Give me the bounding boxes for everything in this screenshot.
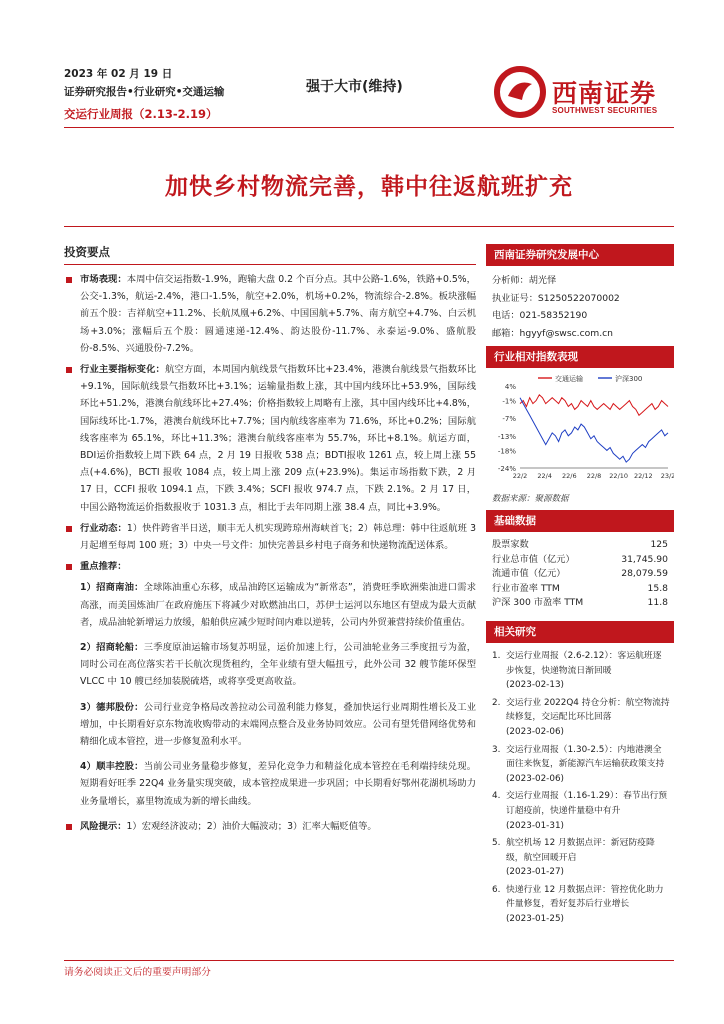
y-tick-label: -24% <box>497 465 516 473</box>
chart-lines <box>520 395 668 462</box>
related-date: (2023-02-06) <box>506 773 564 784</box>
bullet-square-icon <box>66 367 72 373</box>
company-logo <box>492 62 672 122</box>
stats-row <box>486 538 674 553</box>
x-tick-label: 22/6 <box>562 472 577 480</box>
stats-table <box>486 532 674 617</box>
related-num: 4. <box>492 791 501 802</box>
indicators-paragraph <box>64 361 476 516</box>
stats-label: 沪深 300 市盈率 TTM <box>492 597 584 609</box>
recommend-item-text: 公司行业竞争格局改善拉动公司盈利能力修复，叠加快运行业周期性增长及工业增加，中长期看好京东物流收购带动的末端网点整合及业务协同效应。公司有望凭借网络优势和精细化成本管控，进一步修复盈利水平。 <box>80 701 476 748</box>
related-text: 航空机场 12 月数据点评：新冠防疫降级，航空回暖开启 <box>506 838 655 863</box>
stats-row <box>486 596 674 611</box>
related-date: (2023-02-06) <box>506 726 564 737</box>
footer-divider <box>64 960 674 961</box>
chart-legend <box>538 374 642 383</box>
recommend-item <box>64 758 476 810</box>
chart-source: 数据来源：聚源数据 <box>492 494 569 504</box>
related-item[interactable] <box>492 743 670 787</box>
report-date: 2023 年 02 月 19 日 <box>64 68 173 80</box>
related-research-list <box>486 643 674 927</box>
report-weekly-label: 交运行业周报（2.13-2.19） <box>64 107 218 121</box>
legend-label: 沪深300 <box>615 375 643 383</box>
market-performance-paragraph <box>64 271 476 357</box>
footer-disclaimer[interactable]: 请务必阅读正文后的重要声明部分 <box>64 967 211 978</box>
chart-box-title: 行业相对指数表现 <box>486 346 674 368</box>
paragraph-label: 行业主要指标变化： <box>80 364 165 376</box>
x-tick-label: 22/2 <box>512 472 528 480</box>
chart-axes <box>498 383 674 480</box>
analyst-box-title: 西南证券研究发展中心 <box>486 244 674 266</box>
related-date: (2023-02-13) <box>506 680 564 691</box>
related-item[interactable] <box>492 836 670 880</box>
series-line <box>520 395 668 416</box>
bullet-square-icon <box>66 564 72 570</box>
stats-row <box>486 567 674 582</box>
legend-label: 交通运输 <box>555 375 583 383</box>
paragraph-text: 1）快件跨省半日送，顺丰无人机实现跨琼州海峡首飞；2）韩总理：韩中往返航班 3 月起增至每周 100 班；3）中央一号文件：加快完善县乡村电子商务和快递物流配送体系。 <box>80 522 476 552</box>
x-tick-label: 22/8 <box>586 472 602 480</box>
analyst-info <box>486 266 674 346</box>
related-num: 5. <box>492 838 501 849</box>
recommend-item <box>64 579 476 631</box>
related-item[interactable] <box>492 649 670 693</box>
related-num: 6. <box>492 884 501 895</box>
related-num: 2. <box>492 697 501 708</box>
section-title: 投资要点 <box>64 245 110 259</box>
related-num: 3. <box>492 744 501 755</box>
y-tick-label: -18% <box>497 447 516 456</box>
related-item[interactable] <box>492 696 670 740</box>
logo-text-en: SOUTHWEST SECURITIES <box>552 106 658 115</box>
stats-row <box>486 553 674 568</box>
recommend-item-label: 1）招商南油： <box>80 582 144 594</box>
stats-value: 31,745.90 <box>621 553 668 565</box>
paragraph-label: 重点推荐： <box>80 561 127 573</box>
related-date: (2023-01-31) <box>506 820 564 831</box>
recommend-item <box>64 699 476 751</box>
relative-index-chart <box>486 368 674 490</box>
stats-label: 行业总市值（亿元） <box>492 553 575 565</box>
x-tick-label: 22/12 <box>633 472 653 480</box>
related-text: 交运行业周报（1.16-1.29）：春节出行预订超疫前，快递件量稳中有升 <box>506 791 668 816</box>
paragraph-label: 风险提示： <box>80 820 127 832</box>
report-title: 加快乡村物流完善，韩中往返航班扩充 <box>165 174 573 200</box>
stats-label: 股票家数 <box>492 539 529 550</box>
series-line <box>520 398 668 462</box>
stats-row <box>486 582 674 597</box>
paragraph-text: 航空方面，本周国内航线景气指数环比+23.4%，港澳台航线景气指数环比+9.1%，国际航线景气指数环比+3.1%；运输量指数上涨，其中国内线环比+53.9%，国际线环比+51.2%，港澳台航线环比+27.4%；价格指数较上周略有上涨，其中国内线环比+4.8%，国际线环比-1.7%，港澳台航线环比+7.7%；国内航线客座率为 71.6%，环比+0.2%；国际航线客座率为 65.1%，环比+11.3%；港澳台航线客座率为 55.7%，环比+8.1%。航运方面，BDI运价指数较上周下跌 64 点，2 月 19 日报收 538 点；BDTI报收 1261 点，较上周上涨 55 点(+4.6%)，BCTI 报收 1084 点，较上周上涨 209 点(+23.9%)。集运市场指数下跌，2 月 17 日，CCFI 报收 1094.1 点，下跌 3.4%；SCFI 报收 974.7 点，下跌 2.1%。2 月 17 日，中国公路物流运价指数报收于 1031.3 点，相比于去年同期上涨 38.4 点，同比+3.9%。 <box>80 364 476 513</box>
dynamics-paragraph <box>64 520 476 554</box>
logo-text-cn: 西南证券 <box>552 79 657 108</box>
risk-paragraph <box>64 818 476 835</box>
y-tick-label: 4% <box>504 383 516 391</box>
recommend-item-text: 全球陈油重心东移，成品油跨区运输成为“新常态”，消费旺季欧洲柴油进口需求高涨，而美国炼油厂在政府施压下将减少对欧燃油出口，苏伊士运河以东地区有望成为最大贡献者，成品油轮新增运力放缓，船舶供应减少短时间内难以逆转，公司内外贸兼营持续价值重估。 <box>80 582 476 628</box>
y-tick-label: -13% <box>497 432 516 441</box>
related-item[interactable] <box>492 789 670 833</box>
recommend-item-label: 3）德邦股份： <box>80 701 144 713</box>
section-divider <box>64 264 476 265</box>
stats-value: 11.8 <box>647 597 668 609</box>
recommend-item-label: 4）顺丰控股： <box>80 761 144 773</box>
paragraph-label: 行业动态： <box>80 522 127 534</box>
x-tick-label: 22/10 <box>609 472 629 480</box>
related-date: (2023-01-27) <box>506 867 564 878</box>
bullet-square-icon <box>66 277 72 283</box>
chart-svg <box>486 368 674 486</box>
sidebar <box>486 244 674 930</box>
related-box-title: 相关研究 <box>486 621 674 643</box>
header-divider <box>64 127 674 128</box>
stats-box-title: 基础数据 <box>486 510 674 532</box>
analyst-line: 分析师：胡光怿 <box>492 275 557 286</box>
stats-value: 28,079.59 <box>621 568 668 580</box>
y-tick-label: -1% <box>502 397 516 406</box>
paragraph-label: 市场表现： <box>80 274 127 285</box>
stats-label: 流通市值（亿元） <box>492 568 566 580</box>
recommend-item-label: 2）招商轮船： <box>80 642 144 654</box>
bullet-square-icon <box>66 824 72 830</box>
related-text: 交运行业 2022Q4 持仓分析：航空物流持续修复，交运配比环比回落 <box>506 697 670 723</box>
recommend-heading <box>64 558 476 575</box>
analyst-line: 执业证号：S1250522070002 <box>492 292 620 304</box>
recommend-item-text: 当前公司业务量稳步修复，差异化竞争力和精益化成本管控在毛利端持续兑现。短期看好旺季 22Q4 业务量实现突破，成本管控成果进一步巩固；中长期看好鄂州花湖机场助力业务量增长，嘉里物流成为新的增长曲线。 <box>80 761 476 807</box>
paragraph-text: 1）宏观经济波动；2）油价大幅波动；3）汇率大幅贬值等。 <box>126 820 377 832</box>
analyst-line: 电话：021-58352190 <box>492 310 588 321</box>
recommend-item-text: 三季度原油运输市场复苏明显，运价加速上行，公司油轮业务三季度扭亏为盈，同时公司在高位落实若干长航次现货租约，全年业绩有望大幅扭亏，此外公司 32 艘节能环保型 VLCC 中 10 艘已经加装脱硫塔，或将享受更高收益。 <box>80 642 476 688</box>
title-divider <box>64 226 674 227</box>
stats-value: 15.8 <box>647 582 668 594</box>
related-item[interactable] <box>492 883 670 927</box>
recommend-item <box>64 639 476 691</box>
related-text: 交运行业周报（2.6-2.12）：客运航班逐步恢复，快递物流日渐回暖 <box>506 650 662 676</box>
bullet-square-icon <box>66 526 72 532</box>
industry-rating: 强于大市(维持) <box>306 79 403 95</box>
stats-label: 行业市盈率 TTM <box>492 582 560 594</box>
related-num: 1. <box>492 650 501 661</box>
y-tick-label: -7% <box>502 415 516 424</box>
paragraph-text: 本周中信交运指数-1.9%，跑输大盘 0.2 个百分点。其中公路-1.6%，铁路+0.5%，公交-1.3%，航运-2.4%，港口-1.5%，航空+2.0%，机场+0.2%，物流综合-2.8%。板块涨幅前五个股：吉祥航空+11.2%、长航凤凰+6.2%、中国国航+5.7%、南方航空+4.7%、白云机场+3.0%；涨幅后五个股：圆通速递-12.4%、韵达股份-11.7%、永泰运-9.0%、盛航股份-8.5%、兴通股份-7.2%。 <box>80 274 476 354</box>
related-text: 快递行业 12 月数据点评：管控优化助力件量修复，看好复苏后行业增长 <box>506 884 664 910</box>
logo-mark-icon <box>494 66 546 118</box>
investment-highlights <box>64 244 476 839</box>
x-tick-label: 23/2 <box>660 472 674 480</box>
report-category: 证券研究报告•行业研究•交通运输 <box>64 86 225 98</box>
related-date: (2023-01-25) <box>506 914 564 925</box>
stats-value: 125 <box>650 539 668 550</box>
related-text: 交运行业周报（1.30-2.5）：内地港澳全面往来恢复，新能源汽车运输获政策支持 <box>506 744 665 770</box>
x-tick-label: 22/4 <box>537 472 552 480</box>
analyst-email[interactable]: 邮箱：hgyyf@swsc.com.cn <box>492 327 613 339</box>
